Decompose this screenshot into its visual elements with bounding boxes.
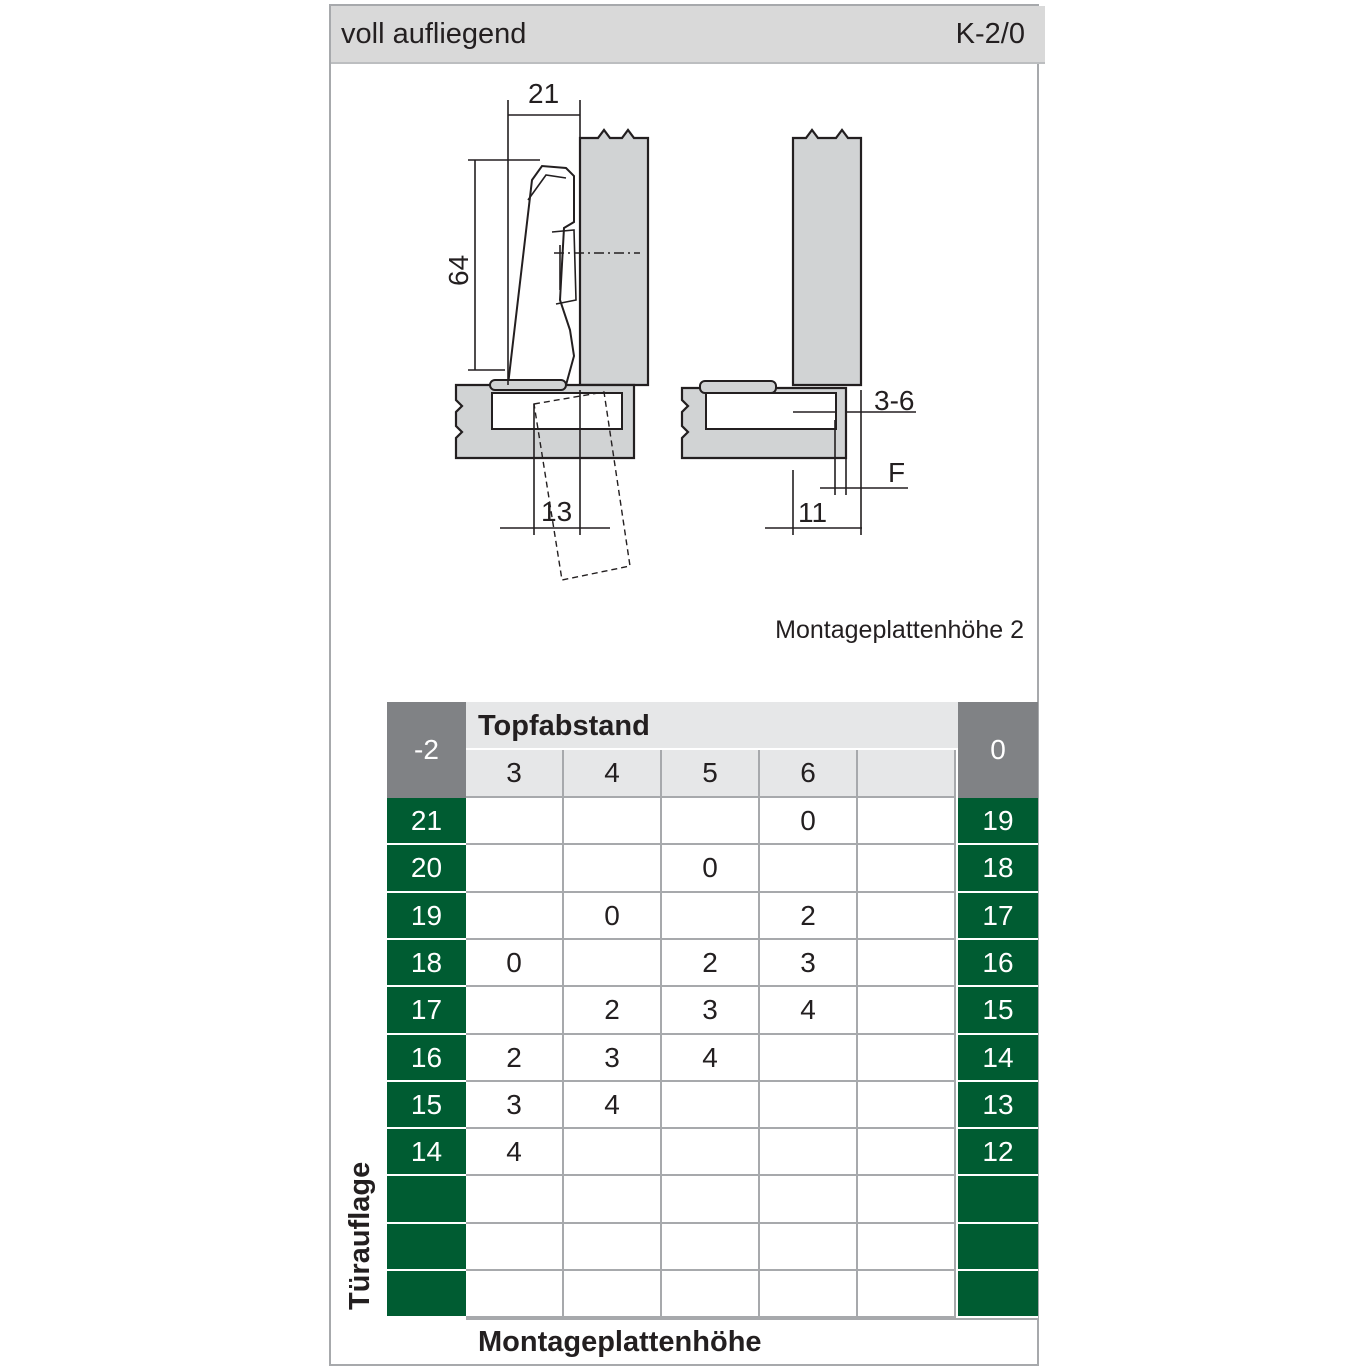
drawing-caption: Montageplattenhöhe 2: [775, 616, 1024, 644]
left-cup-recess: [492, 393, 622, 429]
row-label-left: 21: [387, 798, 466, 845]
table-cell: [564, 1129, 662, 1176]
table-cell: 2: [564, 987, 662, 1035]
row-label-right: [958, 1176, 1038, 1224]
table-cell: 0: [662, 845, 760, 893]
table-cell: [564, 1176, 662, 1224]
row-label-right: [958, 1271, 1038, 1318]
table-cell: [466, 987, 564, 1035]
mounting-plate: [490, 380, 566, 390]
table-cell: [858, 798, 956, 845]
row-label-right: 15: [958, 987, 1038, 1035]
column-axis-label: Montageplattenhöhe: [466, 1318, 1038, 1364]
table-cell: [858, 893, 956, 940]
column-group-header: Topfabstand: [466, 702, 958, 750]
dim-offset: 13: [541, 496, 573, 527]
row-label-right: 19: [958, 798, 1038, 845]
row-label-left: 19: [387, 893, 466, 940]
table-cell: [760, 1271, 858, 1318]
column-header: [858, 750, 956, 798]
table-cell: [760, 1224, 858, 1271]
row-label-right: 14: [958, 1035, 1038, 1082]
table-cell: [564, 1224, 662, 1271]
column-header: 3: [466, 750, 564, 798]
table-cell: [466, 845, 564, 893]
table-cell: [564, 845, 662, 893]
row-label-right: 16: [958, 940, 1038, 987]
dim-11: 11: [798, 497, 828, 528]
row-label-left: [387, 1271, 466, 1318]
dim-f: F: [888, 457, 906, 488]
row-label-right: 18: [958, 845, 1038, 893]
dim-range: 3-6: [874, 385, 915, 416]
table-cell: [858, 1129, 956, 1176]
table-cell: 4: [564, 1082, 662, 1129]
row-label-left: 15: [387, 1082, 466, 1129]
table-cell: [858, 1035, 956, 1082]
table-cell: 2: [662, 940, 760, 987]
corner-left-value: -2: [387, 702, 466, 798]
table-cell: 4: [466, 1129, 564, 1176]
table-cell: [662, 893, 760, 940]
table-cell: [858, 1224, 956, 1271]
dim-width: 21: [528, 78, 560, 109]
row-label-right: 17: [958, 893, 1038, 940]
column-header: 4: [564, 750, 662, 798]
table-cell: [858, 1271, 956, 1318]
table-cell: 2: [760, 893, 858, 940]
table-cell: 3: [662, 987, 760, 1035]
row-label-right: 13: [958, 1082, 1038, 1129]
table-cell: 0: [466, 940, 564, 987]
table-cell: [662, 1176, 760, 1224]
table-cell: 3: [466, 1082, 564, 1129]
row-label-left: [387, 1176, 466, 1224]
table-cell: [564, 1271, 662, 1318]
row-label-left: 18: [387, 940, 466, 987]
column-header: 5: [662, 750, 760, 798]
table-cell: [858, 1082, 956, 1129]
row-label-left: 20: [387, 845, 466, 893]
table-cell: [466, 893, 564, 940]
table-cell: 0: [564, 893, 662, 940]
page-title: voll aufliegend: [341, 18, 527, 50]
table-cell: [858, 987, 956, 1035]
corner-right-value: 0: [958, 702, 1038, 798]
table-cell: [760, 845, 858, 893]
table-cell: [662, 1129, 760, 1176]
table-cell: 0: [760, 798, 858, 845]
table-cell: 2: [466, 1035, 564, 1082]
model-code: K-2/0: [955, 18, 1025, 50]
row-label-left: 17: [387, 987, 466, 1035]
table-cell: 4: [662, 1035, 760, 1082]
table-cell: [662, 1082, 760, 1129]
row-label-right: 12: [958, 1129, 1038, 1176]
row-label-left: 16: [387, 1035, 466, 1082]
table-cell: [858, 845, 956, 893]
right-cup-recess: [706, 393, 836, 429]
table-cell: [564, 798, 662, 845]
table-cell: [760, 1129, 858, 1176]
table-cell: [760, 1082, 858, 1129]
table-cell: 3: [564, 1035, 662, 1082]
table-cell: 3: [760, 940, 858, 987]
table-cell: [760, 1176, 858, 1224]
row-label-right: [958, 1224, 1038, 1271]
table-cell: 4: [760, 987, 858, 1035]
left-door-panel: [580, 130, 648, 385]
table-cell: [662, 1271, 760, 1318]
row-label-left: 14: [387, 1129, 466, 1176]
dim-height: 64: [443, 254, 474, 286]
table-cell: [858, 940, 956, 987]
hinge-arm: [508, 166, 574, 385]
table-cell: [760, 1035, 858, 1082]
table-cell: [466, 1176, 564, 1224]
table-cell: [662, 798, 760, 845]
row-axis-label: Türauflage: [344, 1161, 376, 1310]
table-cell: [466, 798, 564, 845]
table-cell: [858, 1176, 956, 1224]
table-cell: [466, 1224, 564, 1271]
right-door-panel: [793, 130, 861, 385]
table-cell: [662, 1224, 760, 1271]
right-mounting-plate: [700, 381, 776, 393]
table-cell: [564, 940, 662, 987]
row-label-left: [387, 1224, 466, 1271]
table-cell: [466, 1271, 564, 1318]
column-header: 6: [760, 750, 858, 798]
